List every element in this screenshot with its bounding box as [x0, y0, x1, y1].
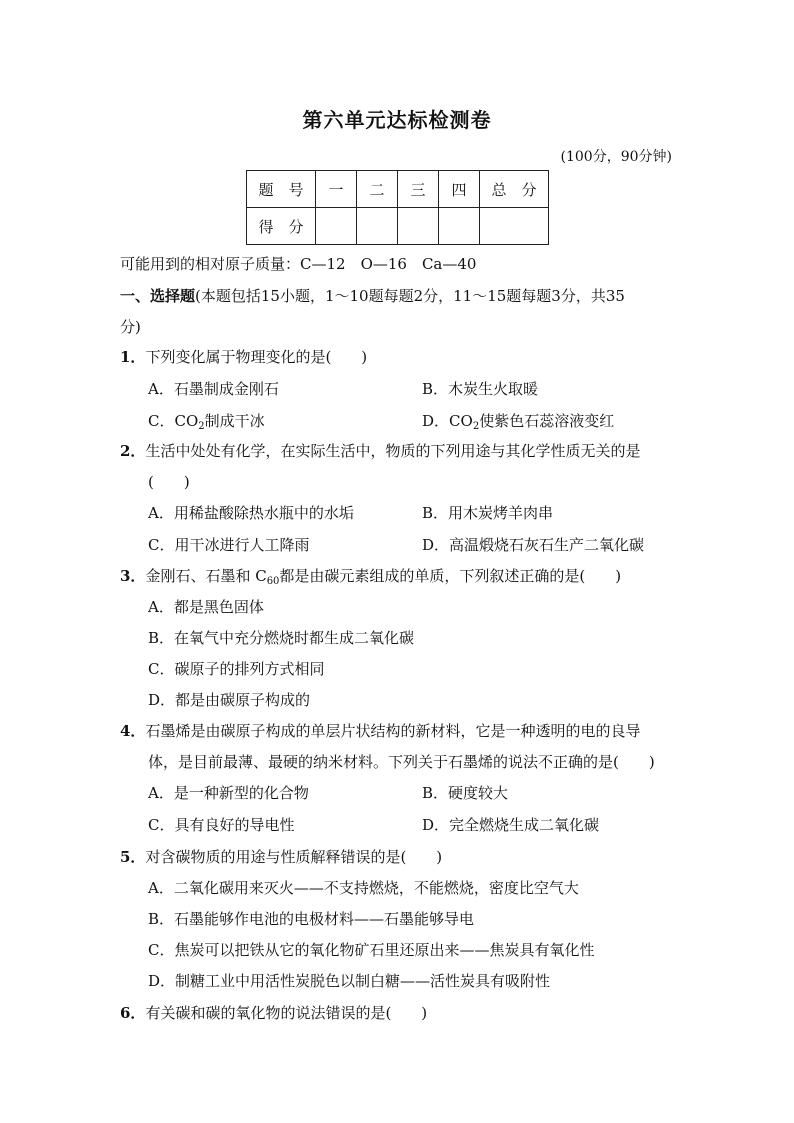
section1-desc: (本题包括15小题，1～10题每题2分，11～15题每题3分，共35 — [195, 287, 625, 305]
question-6 — [120, 1002, 427, 1023]
q5-option-c[interactable]: C．焦炭可以把铁从它的氧化物矿石里还原出来——焦炭具有氧化性 — [148, 941, 595, 959]
question-5 — [120, 846, 442, 867]
section1-header — [120, 285, 625, 306]
q4-option-a[interactable]: A．是一种新型的化合物 — [148, 784, 309, 802]
question-2-cont: ( ) — [148, 473, 190, 491]
header-cell-4: 四 — [439, 171, 480, 208]
header-cell-number: 题 号 — [247, 171, 316, 208]
question-text: 有关碳和碳的氧化物的说法错误的是( ) — [145, 1004, 428, 1022]
q4-option-d[interactable]: D．完全燃烧生成二氧化碳 — [422, 816, 600, 834]
question-text: 都是由碳元素组成的单质，下列叙述正确的是( ) — [279, 567, 622, 585]
score-cell-2[interactable] — [357, 208, 398, 245]
score-table-score-row — [247, 208, 549, 245]
question-number: 6． — [120, 1004, 146, 1022]
question-number: 3． — [120, 567, 146, 585]
atomic-mass-line: 可能用到的相对原子质量：C—12 O—16 Ca—40 — [120, 255, 477, 273]
header-cell-2: 二 — [357, 171, 398, 208]
q5-option-b[interactable]: B．石墨能够作电池的电极材料——石墨能够导电 — [148, 910, 475, 928]
section1-desc-cont: 分) — [120, 318, 141, 336]
score-cell-3[interactable] — [398, 208, 439, 245]
score-table — [246, 170, 549, 245]
q3-option-b[interactable]: B．在氧气中充分燃烧时都生成二氧化碳 — [148, 629, 415, 647]
subscript: 2 — [472, 421, 480, 432]
question-1 — [120, 346, 367, 367]
question-3 — [120, 565, 621, 587]
score-cell-1[interactable] — [316, 208, 357, 245]
option-text: C．CO — [148, 412, 199, 430]
question-text: 石墨烯是由碳原子构成的单层片状结构的新材料，它是一种透明的电的良导 — [145, 722, 641, 740]
option-text: 使紫色石蕊溶液变红 — [479, 412, 615, 430]
score-row-label: 得 分 — [247, 208, 316, 245]
page-title: 第六单元达标检测卷 — [302, 108, 492, 132]
section1-title: 一、选择题 — [120, 287, 196, 305]
score-cell-total[interactable] — [480, 208, 549, 245]
question-number: 5． — [120, 848, 146, 866]
subscript: 2 — [198, 421, 205, 432]
q5-option-d[interactable]: D．制糖工业中用活性炭脱色以制白糖——活性炭具有吸附性 — [148, 972, 551, 990]
header-cell-3: 三 — [398, 171, 439, 208]
q2-option-b[interactable]: B．用木炭烤羊肉串 — [422, 504, 554, 522]
q5-option-a[interactable]: A．二氧化碳用来灭火——不支持燃烧，不能燃烧，密度比空气大 — [148, 879, 579, 897]
q1-option-c[interactable] — [148, 410, 265, 432]
question-text: 生活中处处有化学，在实际生活中，物质的下列用途与其化学性质无关的是 — [145, 442, 641, 460]
option-text: D．CO — [422, 412, 473, 430]
question-number: 4． — [120, 722, 146, 740]
q4-option-b[interactable]: B．硬度较大 — [422, 784, 509, 802]
q1-option-a[interactable]: A．石墨制成金刚石 — [148, 380, 279, 398]
question-text: 对含碳物质的用途与性质解释错误的是( ) — [145, 848, 443, 866]
q1-option-d[interactable] — [422, 410, 614, 432]
score-time-info: (100分，90分钟) — [560, 149, 672, 165]
question-2 — [120, 440, 640, 461]
q4-option-c[interactable]: C．具有良好的导电性 — [148, 816, 295, 834]
q3-option-a[interactable]: A．都是黑色固体 — [148, 598, 264, 616]
question-text: 金刚石、石墨和 C — [145, 567, 267, 585]
header-cell-1: 一 — [316, 171, 357, 208]
question-number: 2． — [120, 442, 146, 460]
q2-option-c[interactable]: C．用干冰进行人工降雨 — [148, 536, 310, 554]
question-number: 1． — [120, 348, 146, 366]
question-4-cont: 体，是目前最薄、最硬的纳米材料。下列关于石墨烯的说法不正确的是( ) — [148, 753, 655, 771]
score-table-header-row — [247, 171, 549, 208]
header-cell-total: 总 分 — [480, 171, 549, 208]
q3-option-d[interactable]: D．都是由碳原子构成的 — [148, 691, 311, 709]
option-text: 制成干冰 — [204, 412, 265, 430]
q2-option-d[interactable]: D．高温煅烧石灰石生产二氧化碳 — [422, 536, 645, 554]
subscript: 60 — [266, 576, 280, 587]
q1-option-b[interactable]: B．木炭生火取暖 — [422, 380, 539, 398]
score-cell-4[interactable] — [439, 208, 480, 245]
q3-option-c[interactable]: C．碳原子的排列方式相同 — [148, 660, 325, 678]
question-4 — [120, 720, 640, 741]
question-text: 下列变化属于物理变化的是( ) — [145, 348, 368, 366]
q2-option-a[interactable]: A．用稀盐酸除热水瓶中的水垢 — [148, 504, 354, 522]
